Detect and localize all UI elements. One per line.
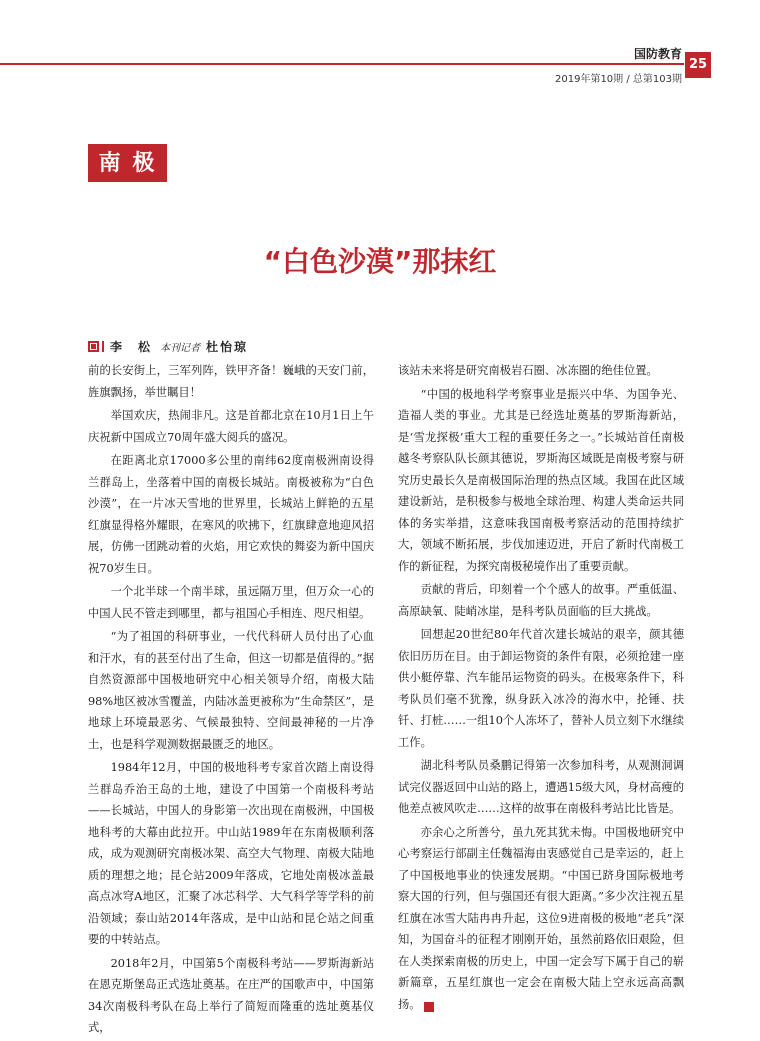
byline <box>88 338 248 355</box>
paragraph-last <box>398 822 684 1016</box>
author-name-2: 杜怡琼 <box>206 340 249 354</box>
paragraph: 举国欢庆，热闹非凡。这是首都北京在10月1日上午庆祝新中国成立70周年盛大阅兵的盛况。 <box>88 409 374 444</box>
paragraph: “中国的极地科学考察事业是振兴中华、为国争光、造福人类的事业。尤其是已经选址奠基的罗斯海新站，是‘雪龙探极’重大工程的重要任务之一。”长城站首任南极越冬考察队队长颜其德说，罗斯海区域既是南极考察与研究历史最长久是南极国际治理的热点区域。我国在此区域建设新站，是积极参与极地全球治理、构建人类命运共同体的务实举措，这意味我国南极考察活动的范围持续扩大，领域不断拓展，步伐加速迈进，开启了新时代南极工作的新征程，为探究南极秘境作出了重要贡献。 <box>398 387 684 573</box>
page-number-badge: 25 <box>685 52 711 78</box>
paragraph: 在距离北京17000多公里的南纬62度南极洲南设得兰群岛上，坐落着中国的南极长城站。南极被称为“白色沙漠”，在一片冰天雪地的世界里，长城站上鲜艳的五星红旗显得格外耀眼，在寒风的吹拂下，红旗肆意地迎风招展，仿佛一团跳动着的火焰，用它欢快的舞姿为新中国庆祝70岁生日。 <box>88 454 374 575</box>
left-column <box>88 360 374 1041</box>
byline-bar-icon <box>102 341 104 352</box>
right-column <box>398 360 684 1017</box>
byline-mark-icon <box>88 341 99 352</box>
paragraph: 一个北半球一个南半球，虽远隔万里，但万众一心的中国人民不管走到哪里，都与祖国心手相连、咫尺相望。 <box>88 585 374 620</box>
paragraph: 前的长安街上，三军列阵，铁甲齐备！巍峨的天安门前，旌旗飘扬，举世瞩目！ <box>88 364 374 399</box>
paragraph: 回想起20世纪80年代首次建长城站的艰辛，颜其德依旧历历在目。由于卸运物资的条件有限，必须抢建一座供小艇停靠、汽车能吊运物资的码头。在极寒条件下，科考队员们毫不犹豫，纵身跃入冰冷的海水中，抡锤、扶钎、打桩……一组10个人冻坏了，替补人员立刻下水继续工作。 <box>398 628 684 749</box>
author-role: 本刊记者 <box>160 343 201 354</box>
paragraph: “为了祖国的科研事业，一代代科研人员付出了心血和汗水，有的甚至付出了生命，但这一切都是值得的。”据自然资源部中国极地研究中心相关领导介绍，南极大陆98%地区被冰雪覆盖，内陆冰盖更被称为“生命禁区”，是地球上环境最恶劣、气候最独特、空间最神秘的一片净土，也是科学观测数据最匮乏的地区。 <box>88 630 374 751</box>
magazine-name: 国防教育 <box>633 47 682 61</box>
author-name: 李 松 <box>110 340 153 354</box>
article-title: “白色沙漠”那抹红 <box>263 245 497 278</box>
paragraph: 湖北科考队员桑鹏记得第一次参加科考，从观测洞调试完仪器返回中山站的路上，遭遇15级大风，身材高瘦的他差点被风吹走……这样的故事在南极科考站比比皆是。 <box>398 759 684 815</box>
paragraph-text: 亦余心之所善兮，虽九死其犹未悔。中国极地研究中心考察运行部副主任魏福海由衷感觉自己是幸运的，赶上了中国极地事业的快速发展期。“中国已跻身国际极地考察大国的行列，但与强国还有很大距离。”多少次注视五星红旗在冰雪大陆冉冉升起，这位9进南极的极地“老兵”深知，为国奋斗的征程才刚刚开始，虽然前路依旧艰险，但在人类探索南极的历史上，中国一定会写下属于自己的崭新篇章，五星红旗也一定会在南极大陆上空永远高高飘扬。 <box>398 825 684 1011</box>
paragraph: 2018年2月，中国第5个南极科考站——罗斯海新站在恩克斯堡岛正式选址奠基。在庄严的国歌声中，中国第34次南极科考队在岛上举行了简短而隆重的选址奠基仪式， <box>88 956 374 1034</box>
header-rule <box>0 63 684 65</box>
paragraph: 该站未来将是研究南极岩石圈、冰冻圈的绝佳位置。 <box>398 364 658 377</box>
paragraph: 贡献的背后，印刻着一个个感人的故事。严重低温、高原缺氧、陡峭冰崖，是科考队员面临的巨大挑战。 <box>398 583 684 618</box>
section-tag: 南 极 <box>88 144 167 182</box>
issue-info: 2019年第10期 / 总第103期 <box>555 74 682 85</box>
end-mark-icon: G <box>424 1002 434 1012</box>
paragraph: 1984年12月，中国的极地科考专家首次踏上南设得兰群岛乔治王岛的土地，建设了中国第一个南极科考站——长城站，中国人的身影第一次出现在南极洲，中国极地科考的大幕由此拉开。中山站1989年在东南极顺利落成，成为观测研究南极冰架、高空大气物理、南极大陆地质的理想之地；昆仑站2009年落成，它地处南极冰盖最高点冰穹A地区，汇聚了冰芯科学、大气科学等学科的前沿领域；泰山站2014年落成，是中山站和昆仑站之间重要的中转站点。 <box>88 761 374 946</box>
